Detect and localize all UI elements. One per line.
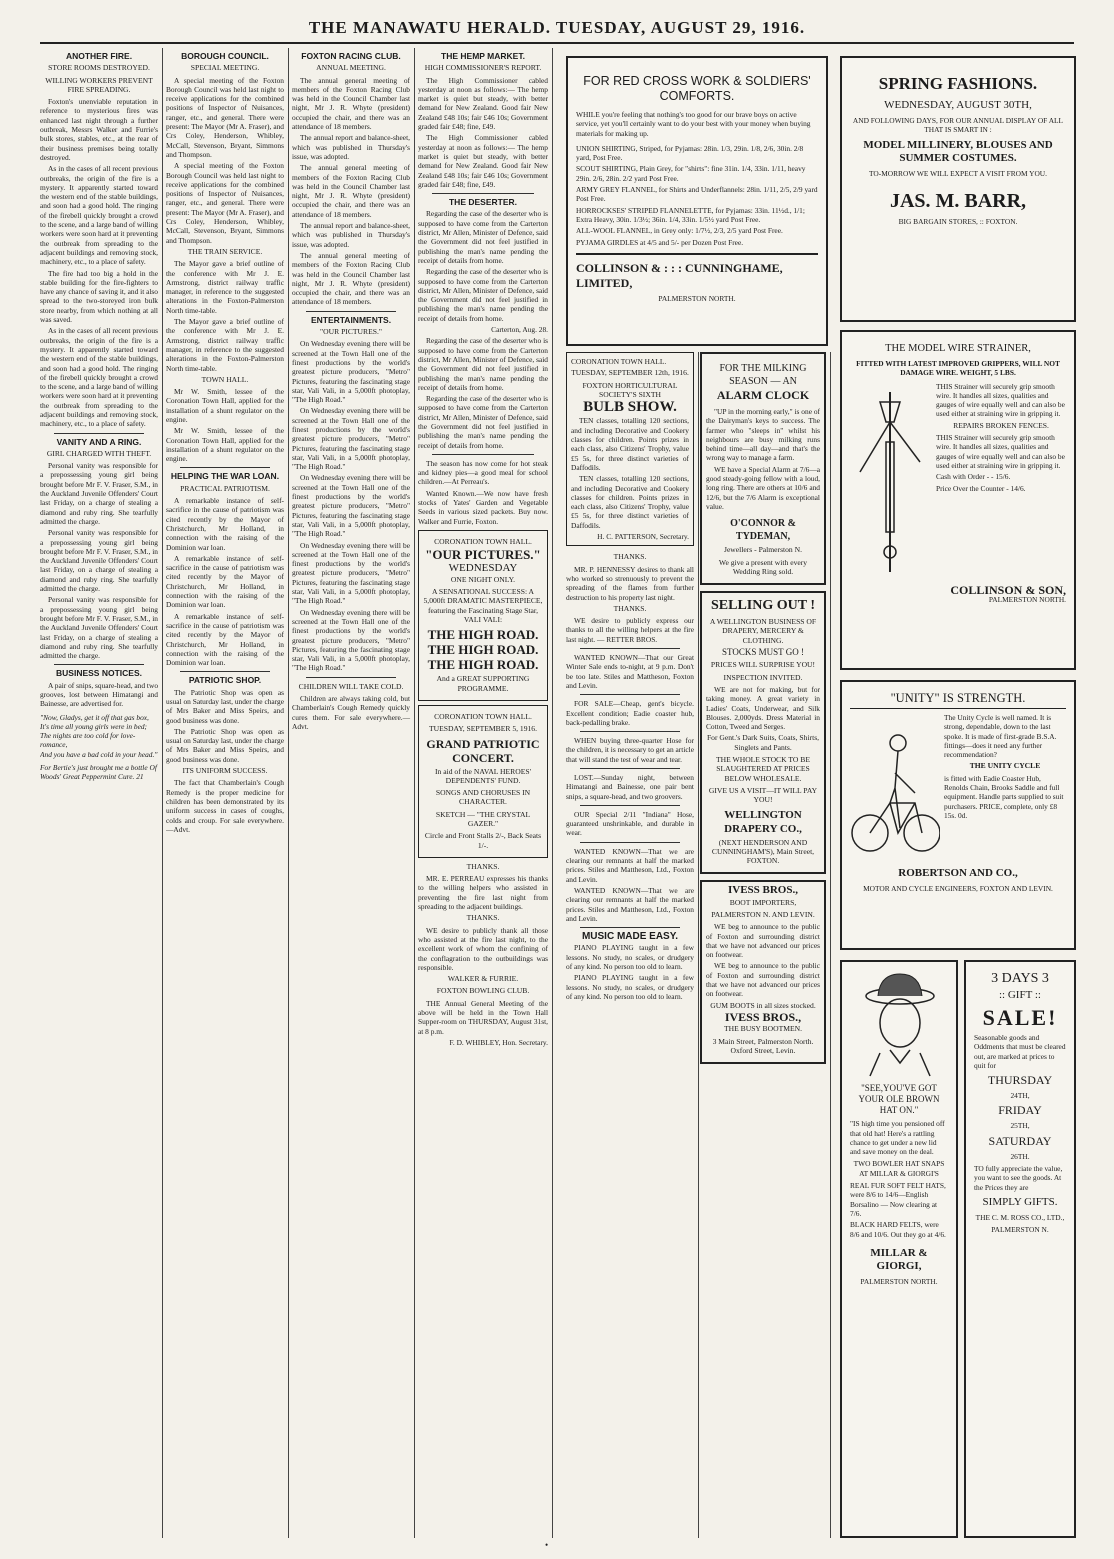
headline-entertainments: ENTERTAINMENTS. [310, 314, 392, 325]
ad-day: THURSDAY [987, 1073, 1053, 1088]
column-6 [700, 352, 831, 1538]
paragraph: WANTED KNOWN—That our Great Winter Sale ends to-night, at 9 p.m. Don't be too late. Stiles and Mattheson, Foxton and Levin. [566, 653, 694, 690]
ad-gift-sale [964, 960, 1076, 1538]
ad-title: BULB SHOW. [583, 399, 677, 416]
ad-line: 3 DAYS 3 [991, 971, 1049, 986]
verse-sign: For Bertie's just brought me a bottle Of Woods' Great Peppermint Cure. 21 [40, 763, 157, 782]
ad-line: SKETCH — "THE CRYSTAL GAZER." [435, 809, 531, 828]
headline-vanity: VANITY AND A RING. [56, 436, 142, 447]
divider [580, 842, 680, 843]
paragraph: A special meeting of the Foxton Borough Council was held last night to receive applications for the combined positions of Inspector of Nuisances, ranger, etc., and general. There were present: The Mayor (Mr A. Fraser), and Crs Coley, Henderson, Whibley, McCall, Stevenson, Bryant, Simmons and Thompson. [166, 75, 284, 159]
subhead: STORE ROOMS DESTROYED. [48, 63, 150, 73]
ad-line: MOTOR AND CYCLE ENGINEERS, FOXTON AND LEVIN. [863, 884, 1053, 893]
ad-line: GUM BOOTS in all sizes stocked. [710, 1000, 816, 1010]
ad-line: SIMPLY GIFTS. [982, 1195, 1058, 1208]
ad-line: A WELLINGTON BUSINESS OF DRAPERY, MERCERY & CLOTHING. [709, 617, 817, 645]
ad-line: :: GIFT :: [999, 989, 1041, 1001]
ad-line: AND FOLLOWING DAYS, FOR OUR ANNUAL DISPLAY OF ALL THAT IS SMART IN : [852, 116, 1064, 135]
paragraph: FOR SALE—Cheap, gent's bicycle. Excellent condition; Eadie coaster hub, back-pedalling brake. [566, 699, 694, 727]
paragraph: Personal vanity was responsible for a prepossessing young girl being brought before Mr F. V. Fraser, S.M., in the Auckland Juvenile Offenders' Court last Friday, on a charge of stealing a diamond and ruby ring. She tearfully admitted the charge. [40, 528, 158, 594]
paragraph: WE desire to publicly express our thanks to all the willing helpers at the fire last night. — RETTER BROS. [566, 616, 694, 644]
ad-title: SELLING OUT ! [711, 598, 815, 614]
ad-line: CORONATION TOWN HALL. [434, 711, 532, 721]
paragraph: The Patriotic Shop was open as usual on Saturday last, under the charge of Mrs Baker and Miss Speirs, and good business was done. [166, 687, 284, 725]
ad-ivess-bros [700, 880, 826, 1064]
ad-line: STOCKS MUST GO ! [722, 647, 804, 658]
paragraph: THIS Strainer will securely grip smooth wire. It handles all sizes, qualities and gauges of wire equally well and can also be used either at straining wire in gripping it. [936, 433, 1065, 470]
ad-place: PALMERSTON N. [991, 1225, 1049, 1235]
ad-title: SEASON — AN [729, 376, 797, 387]
ad-line: For Gent.'s Dark Suits, Coats, Shirts, Singlets and Pants. [706, 733, 820, 752]
paragraph: The Mayor gave a brief outline of the conference with Mr J. E. Armstrong, district railway traffic manager, in reference to the suggested alterations in the Foxton-Palmerston North time-table. [166, 317, 284, 373]
ad-line: PALMERSTON N. AND LEVIN. [711, 909, 815, 919]
headline-deserter: THE DESERTER. [448, 197, 517, 208]
ad-title: "OUR PICTURES." [425, 547, 541, 563]
ad-line: TUESDAY, SEPTEMBER 5, 1916. [428, 724, 538, 734]
ad-item: SCOUT SHIRTING, Plain Grey, for "shirts": fine 31in. 1/4, 33in. 1/11, heavy 29in. 2/6, 28in. 2/2 yard Post Free. [576, 164, 806, 183]
masthead-rule [40, 42, 1074, 44]
ad-title: "UNITY" IS STRENGTH. [850, 692, 1066, 709]
paragraph: THIS Strainer will securely grip smooth wire. It handles all sizes, qualities and gauges of wire equally well and can also be used either at straining wire in gripping it. [936, 381, 1065, 419]
headline-patriotic-shop: PATRIOTIC SHOP. [188, 675, 262, 686]
ad-our-pictures [418, 530, 548, 701]
ad-title: THE MODEL WIRE STRAINER, [885, 343, 1031, 354]
ad-line: CORONATION TOWN HALL. [434, 536, 532, 546]
paragraph: WE beg to announce to the public of Foxton and surrounding district that we have not advanced our prices on footwear. [706, 961, 820, 999]
divider [432, 454, 534, 455]
ad-line: WEDNESDAY, AUGUST 30TH, [884, 99, 1032, 111]
divider [580, 768, 680, 769]
divider [580, 648, 680, 649]
divider [580, 731, 680, 732]
column-4 [418, 48, 553, 1538]
paragraph: A remarkable instance of self-sacrifice in the cause of patriotism was cited recently by the Mayor of Christchurch, Mr Holland, in connection with the raising of the Dominion war loan. [166, 496, 284, 552]
paragraph: Personal vanity was responsible for a prepossessing young girl being brought before Mr F. V. Fraser, S.M., in the Auckland Juvenile Offenders' Court last Friday, on a charge of stealing a diamond and ruby ring. She tearfully admitted the charge. [40, 461, 158, 526]
ad-line: THE WHOLE STOCK TO BE SLAUGHTERED AT PRICES BELOW WHOLESALE. [716, 755, 810, 783]
ad-alarm-clock [700, 352, 826, 585]
subhead: CHILDREN WILL TAKE COLD. [298, 681, 404, 691]
ad-line: A SENSATIONAL SUCCESS: A 5,000ft DRAMATIC MASTERPIECE, featuring the Fascinating Stage Star, VALI VALI: [423, 587, 543, 625]
ad-item: ALL-WOOL FLANNEL, in Grey only: 1/7½, 2/3, 2/5 yard Post Free. [576, 226, 783, 236]
paragraph: LOST.—Sunday night, between Himatangi and Bainesse, one pair bent snips, a square-head, and two groovers. [566, 772, 694, 801]
ad-title: ALARM CLOCK [716, 388, 810, 402]
paragraph: "IS high time you pensioned off that old hat! Here's a rattling chance to get under a new lid and save money on the deal. [850, 1119, 945, 1157]
paragraph: As in the cases of all recent previous outbreaks, the origin of the fire is a mystery. It apparently started toward the western end of the stable buildings, and soon had a good hold. The ringing of the firebell quickly brought a crowd to the scene, and a large band of willing workers were soon hard at it preventing the outbreak from spreading to the adjacent buildings and removing stock, machinery, etc., to a place of safety. [40, 326, 158, 429]
paragraph: TO fully appreciate the value, you want to see the goods. At the Prices they are [974, 1164, 1063, 1192]
paragraph: MR. E. PERREAU expresses his thanks to the willing helpers who assisted in preventing the fire last night from spreading to the adjacent buildings. [418, 874, 548, 912]
subhead: ITS UNIFORM SUCCESS. [182, 766, 268, 776]
ad-spring-fashions [840, 56, 1076, 322]
paragraph: Wanted Known.—We now have fresh stocks of Yates' Garden and Vegetable Seeds in various sized packets. Buy now. Walker and Furrie, Foxton. [418, 488, 548, 526]
subhead: "OUR PICTURES." [320, 327, 382, 337]
paragraph: Mr W. Smith, lessee of the Coronation Town Hall, applied for the installation of a shunt regulator on the engine. [166, 426, 284, 464]
ad-item: ARMY GREY FLANNEL, for Shirts and Underflannels: 28in. 1/11, 2/5, 2/9 yard Post Free. [576, 185, 818, 204]
subhead: GIRL CHARGED WITH THEFT. [46, 448, 152, 458]
ad-concert [418, 705, 548, 858]
headline-borough-council: BOROUGH COUNCIL. [181, 51, 269, 61]
thanks-heading: THANKS. [466, 861, 500, 871]
divider [432, 193, 534, 194]
ad-firm: COLLINSON & SON, [950, 582, 1066, 597]
paragraph: BLACK HARD FELTS, were 8/6 and 10/6. Out they go at 4/6. [850, 1220, 946, 1239]
bicycle-illustration [850, 713, 940, 863]
ad-line: GIVE US A VISIT—IT WILL PAY YOU! [708, 785, 818, 805]
divider [54, 664, 144, 665]
paragraph: PIANO PLAYING taught in a few lessons. No study, no scales, or drudgery of any kind. No person too old to learn. [566, 943, 694, 972]
column-5 [566, 352, 699, 1538]
ad-line: In aid of the NAVAL HEROES' DEPENDENTS' FUND. [435, 766, 531, 785]
thanks-notices [418, 862, 548, 1047]
ad-title: SPRING FASHIONS. [878, 74, 1038, 93]
ad-line: SONGS AND CHORUSES IN CHARACTER. [435, 788, 531, 807]
paragraph: WANTED KNOWN—That we are clearing our remnants at half the marked prices. Stiles and Mattheson, Ltd., Foxton and Levin. [566, 885, 694, 923]
paragraph: A special meeting of the Foxton Borough Council was held last night to receive applications for the combined positions of Inspector of Nuisances, ranger, etc., and general. There were present: The Mayor (Mr A. Fraser), and Crs Coley, Henderson, Whibley, McCall, Stevenson, Bryant, Simmons and Thompson. [166, 161, 284, 245]
ad-firm: JAS. M. BARR, [889, 189, 1027, 212]
paragraph: The annual general meeting of members of the Foxton Racing Club was held in the Council Chamber last night, Mr J. R. Whyte (president) occupied the chair, and there was an attendance of 18 members. [292, 75, 410, 132]
ad-title: FOR THE MILKING [719, 363, 807, 374]
paragraph: Regarding the case of the deserter who is supposed to have come from the Carterton district, Mr Allen, Minister of Defence, said the Government did not feel justified in publishing the man's name pending the receipt of details from home. [418, 209, 548, 265]
ad-title: FOR RED CROSS WORK & SOLDIERS' COMFORTS. [583, 74, 811, 103]
divider [54, 433, 144, 434]
paragraph: TEN classes, totalling 120 sections, and including Decorative and Cookery classes for children. Points prizes in each class, also Citizens' Trophy, value £5 5s, for three distinct varieties of Daffodils. [571, 474, 689, 530]
paragraph: The annual report and balance-sheet, which was published in Thursday's issue, was adopted. [292, 133, 410, 161]
thanks-heading: THANKS. [466, 913, 500, 923]
ad-firm: WELLINGTON DRAPERY CO., [724, 808, 802, 835]
paragraph: The Patriotic Shop was open as usual on Saturday last, under the charge of Mrs Baker and Miss Speirs, and good business was done. [166, 726, 284, 764]
ad-place: PALMERSTON NORTH. [658, 293, 736, 303]
paragraph: WE have a Special Alarm at 7/6—a good steady-going fellow with a loud, long ring. There are others at 10/6 and 12/6, but the 7/6 Alarm is exceptional value. [706, 464, 820, 511]
paragraph: On Wednesday evening there will be screened at the Town Hall one of the finest productions by the world's greatest picture producers, "Metro" Pictures, featuring the fascinating stage star, Vali Vali, in a 5,000ft photoplay, "The High Road." [292, 473, 410, 539]
thanks-heading: FOXTON BOWLING CLUB. [436, 986, 530, 996]
ad-line: Circle and Front Stalls 2/-, Back Seats 1/-. [424, 831, 542, 850]
paragraph: THE Annual General Meeting of the above will be held in the Town Hall Supper-room on THURSDAY, August 31st, at 8 p.m. [418, 998, 548, 1036]
page-footer-mark: • [545, 1540, 549, 1550]
ad-red-cross [566, 56, 828, 346]
ad-title: GRAND PATRIOTIC CONCERT. [426, 736, 540, 765]
dateline: Carterton, Aug. 28. [491, 325, 548, 335]
paragraph: The season has now come for hot steak and kidney pies—a good meal for school children.—At Perreau's. [418, 458, 548, 487]
paragraph: Regarding the case of the deserter who is supposed to have come from the Carterton district, Mr Allen, Minister of Defence, said the Government did not feel justified in publishing the man's name pending the receipt of details from home. [418, 336, 548, 392]
ad-line: THE UNITY CYCLE [969, 761, 1041, 771]
divider [306, 311, 396, 312]
signature: H. C. PATTERSON, Secretary. [597, 532, 689, 542]
divider [580, 694, 680, 695]
ad-day: FRIDAY [998, 1103, 1042, 1118]
ad-firm: O'CONNOR & TYDEMAN, [730, 518, 796, 543]
ad-line: 3 Main Street, Palmerston North. Oxford Street, Levin. [712, 1036, 814, 1055]
ad-bulb-show [566, 352, 694, 546]
signature: WALKER & FURRIE. [447, 974, 519, 984]
paragraph: The Mayor gave a brief outline of the conference with Mr J. E. Armstrong, district railway traffic manager, in reference to the suggested alterations in the Foxton-Palmerston North time-table. [166, 259, 284, 315]
signature: F. D. WHIBLEY, Hon. Secretary. [449, 1037, 548, 1047]
subhead: ANNUAL MEETING. [316, 63, 386, 73]
column-1 [40, 48, 163, 1538]
paragraph: On Wednesday evening there will be screened at the Town Hall one of the finest productions by the world's greatest picture producers, "Metro" Pictures, featuring the fascinating stage star, Vali Vali, in a 5,000ft photoplay, "The High Road." [292, 406, 410, 472]
ad-firm: COLLINSON & : : : CUNNINGHAME, LIMITED, [576, 260, 783, 290]
paragraph: On Wednesday evening there will be screened at the Town Hall one of the finest productions by the world's greatest picture producers, "Metro" Pictures, featuring the fascinating stage star, Vali Vali, in a 5,000ft photoplay, "The High Road." [292, 339, 410, 405]
paragraph: Regarding the case of the deserter who is supposed to have come from the Carterton district, Mr Allen, Minister of Defence, said the Government did not feel justified in publishing the man's name pending the receipt of details from home. [418, 267, 548, 323]
headline-another-fire: ANOTHER FIRE. [65, 51, 133, 61]
ad-line: FOXTON HORTICULTURAL SOCIETY'S SIXTH [582, 380, 678, 399]
ad-line: BOOT IMPORTERS, [729, 897, 797, 907]
paragraph: The fire had too big a hold in the stable building for the fire-fighters to have any chance of saving it, and it also spread to the two-storeyed iron bulk store nearby, from which nothing at all was saved. [40, 268, 159, 325]
thanks-heading: THANKS. [613, 603, 647, 613]
ad-line: CORONATION TOWN HALL. [571, 357, 667, 366]
ad-day: SATURDAY [988, 1133, 1052, 1148]
paragraph: Regarding the case of the deserter who is supposed to have come from the Carterton district, Mr Allen, Minister of Defence, said the Government did not feel justified in publishing the man's name pending the receipt of details from home. [418, 394, 548, 450]
paragraph: The annual general meeting of members of the Foxton Racing Club was held in the Council Chamber last night, Mr J. R. Whyte (president) occupied the chair, and there was an attendance of 18 members. [292, 163, 410, 219]
ad-firm: MILLAR & GIORGI, [870, 1246, 928, 1272]
wire-strainer-illustration [850, 382, 930, 582]
ad-line: MODEL MILLINERY, BLOUSES AND SUMMER COSTUMES. [863, 138, 1053, 164]
paragraph: REAL FUR SOFT FELT HATS, were 8/6 to 14/6—English Borsalino — Now clearing at 7/6. [850, 1181, 946, 1218]
ad-selling-out [700, 591, 826, 874]
ad-unity-cycle [840, 680, 1076, 950]
ad-line: ONE NIGHT ONLY. [450, 574, 516, 584]
ad-place: PALMERSTON NORTH. [860, 1276, 938, 1286]
ad-item: UNION SHIRTING, Striped, for Pyjamas: 28in. 1/3, 29in. 1/8, 2/6, 30in. 2/8 yard, Post Free. [576, 143, 804, 163]
ad-line: INSPECTION INVITED. [723, 672, 803, 682]
divider [180, 467, 270, 468]
subhead: THE TRAIN SERVICE. [187, 246, 263, 256]
ad-line: FITTED WITH LATEST IMPROVED GRIPPERS, WILL NOT DAMAGE WIRE. WEIGHT, 5 LBS. [856, 359, 1060, 378]
paragraph: TEN classes, totalling 120 sections, and including Decorative and Cookery classes for children. Points prizes in each class, also Citizens' Trophy, value £5 5s, for three distinct varieties of Daffodils. [571, 416, 689, 472]
divider [306, 677, 396, 678]
paragraph: "UP in the morning early," is one of the Dairyman's keys to success. The farmer who "sleeps in" whilst his neighbours are busy milking runs behind time—all day—and that's the wrong way to manage a farm. [706, 407, 820, 463]
ad-line: TWO BOWLER HAT SNAPS AT MILLAR & GIORGI'S [853, 1159, 945, 1178]
ad-firm: ROBERTSON AND CO., [898, 867, 1018, 879]
paragraph: On Wednesday evening there will be screened at the Town Hall one of the finest productions by the world's greatest picture producers, "Metro" Pictures, featuring the fascinating stage star, Vali Vali, in a 5,000ft photoplay, "The High Road." [292, 607, 410, 673]
film-title: THE HIGH ROAD. [427, 627, 539, 643]
paragraph: Personal vanity was responsible for a prepossessing young girl being brought before Mr F. V. Fraser, S.M., in the Auckland Juvenile Offenders' Court last Friday, on a charge of stealing a diamond and ruby ring. She tearfully admitted the charge. [40, 595, 158, 661]
film-title: THE HIGH ROAD. [427, 642, 539, 658]
paragraph: WE are not for making, but for taking money. A great variety in Ladies' Coats, Underwear, and Silk Blouses. 2,000yds. Dress Material in Cotton, Tweed and Serges. [706, 684, 820, 732]
divider [580, 805, 680, 806]
column-3 [292, 48, 415, 1538]
ad-line: THE BUSY BOOTMEN. [724, 1024, 802, 1034]
ad-item: HORROCKSES' STRIPED FLANNELETTE, for Pyjamas: 33in. 11½d., 1/1; Extra Heavy, 30in. 1/3½; 36in. 1/4, 33in. 1/5½ yard Post Free. [576, 205, 805, 224]
ad-firm: IVESS BROS., [724, 1009, 802, 1024]
ad-caption: "SEE,YOU'VE GOT YOUR OLE BROWN HAT ON." [858, 1083, 940, 1116]
paragraph: On Wednesday evening there will be screened at the Town Hall one of the finest productions by the world's greatest picture producers, "Metro" Pictures, featuring the fascinating stage star, Vali Vali, in a 5,000ft photoplay, "The High Road." [292, 540, 410, 606]
paragraph: PIANO PLAYING taught in a few lessons. No study, no scales, or drudgery of any kind. No person too old to learn. [566, 973, 694, 1001]
paragraph: Seasonable goods and Oddments that must be cleared out, are marked at prices to quit for [974, 1033, 1066, 1070]
ad-line: We give a present with every Wedding Ring sold. [718, 557, 808, 576]
ad-line: Jewellers - Palmerston N. [723, 545, 803, 555]
ad-line: BIG BARGAIN STORES, :: FOXTON. [898, 216, 1018, 226]
headline-racing-club: FOXTON RACING CLUB. [301, 51, 401, 61]
headline-business-notices: BUSINESS NOTICES. [56, 668, 142, 679]
film-title: THE HIGH ROAD. [427, 657, 539, 673]
paragraph: WHEN buying three-quarter Hose for the children, it is necessary to get an article that will stand the test of wear and tear. [566, 736, 694, 764]
paragraph: The fact that Chamberlain's Cough Remedy is the proper medicine for children has been demonstrated by its uniform success in cases of coughs, colds and croup. For sale everywhere.—Advt. [166, 778, 284, 834]
ad-price: Cash with Order - - 15/6. [936, 472, 1011, 482]
paragraph: The annual general meeting of members of the Foxton Racing Club was held in the Council Chamber last night, Mr J. R. Whyte (president) occupied the chair, and there was an attendance of 18 members. [292, 250, 410, 307]
divider [180, 671, 270, 672]
paragraph: WE desire to publicly thank all those who assisted at the fire last night, to the excellent work of whom the confining of the conflagration to the outbuildings was responsible. [418, 925, 548, 972]
paragraph: The Unity Cycle is well named. It is strong, dependable, down to the last spoke. It is made of first-grade B.S.A. fittings—does it need any further recommendation? [944, 713, 1057, 760]
paragraph: WE beg to announce to the public of Foxton and surrounding district that we have not advanced our prices on footwear. [706, 922, 820, 960]
ad-day: WEDNESDAY [448, 561, 518, 574]
ad-place: PALMERSTON NORTH. [988, 594, 1066, 604]
headline-hemp-market: THE HEMP MARKET. [441, 51, 525, 61]
ad-line: PRICES WILL SURPRISE YOU! [710, 660, 816, 670]
subhead: HIGH COMMISSIONER'S REPORT. [424, 63, 542, 73]
ad-title: SALE! [982, 1005, 1058, 1030]
paragraph: OUR Special 2/11 "Indiana" Hose, guaranteed unshrinkable, and durable in wear. [566, 809, 694, 838]
ad-line: (NEXT HENDERSON AND CUNNINGHAM'S), Main Street, FOXTON. [711, 837, 815, 866]
paragraph: is fitted with Eadie Coaster Hub, Renolds Chain, Brooks Saddle and full equipment. Handle parts supplied to suit purchasers. PRICE, complete, only £8 15s. 0d. [944, 773, 1064, 820]
ad-line: REPAIRS BROKEN FENCES. [953, 420, 1049, 430]
paragraph: Foxton's unenviable reputation in reference to mysterious fires was enhanced last night through a further outbreak, Messrs Walker and Furrie's bulk stores, stables, etc., at the rear of their business premises being totally destroyed. [40, 97, 158, 162]
ad-wire-strainer [840, 330, 1076, 670]
paragraph: As in the cases of all recent previous outbreaks, the origin of the fire is a mystery. It apparently started toward the western end of the stable buildings, and soon had a good hold. The ringing of the firebell quickly brought a crowd to the scene, and a large band of willing workers were soon hard at it preventing the outbreak from spreading to the adjacent buildings and removing stock, machinery, etc., to a place of safety. [40, 164, 158, 267]
subhead: SPECIAL MEETING. [190, 63, 260, 73]
headline-war-loan: HELPING THE WAR LOAN. [170, 471, 280, 482]
ad-millar-giorgi [840, 960, 958, 1538]
subhead: TOWN HALL. [201, 374, 249, 384]
ad-line: 26TH. [1010, 1151, 1030, 1161]
paragraph: Children are always taking cold, but Chamberlain's Cough Remedy quickly cures them. For sale everywhere.—Advt. [292, 694, 410, 731]
paragraph: A pair of snips, square-head, and two grooves, lost between Himatangi and Bainesse, are advertised for. [40, 680, 159, 709]
column-2 [166, 48, 289, 1538]
ad-price: Price Over the Counter - 14/6. [936, 483, 1026, 493]
paragraph: The High Commissioner cabled yesterday at noon as follows:— The hemp market is quiet but steady, with better demand for New Zealand. Good fair New Zealand £48 10s; fair £46 10s; Government graded fair £48; fine, £49. [418, 133, 548, 189]
ad-item: PYJAMA GIRDLES at 4/5 and 5/- per Dozen Post Free. [576, 237, 744, 247]
subhead: WILLING WORKERS PREVENT FIRE SPREADING. [45, 75, 153, 94]
paragraph: Mr W. Smith, lessee of the Coronation Town Hall, applied for the installation of a shunt regulator on the engine. [166, 387, 284, 424]
ad-line: And a GREAT SUPPORTING PROGRAMME. [436, 674, 530, 693]
divider [580, 927, 680, 928]
ad-title: MUSIC MADE EASY. [581, 931, 679, 943]
paragraph: The High Commissioner cabled yesterday at noon as follows:— The hemp market is quiet but steady, with better demand for New Zealand. Good fair New Zealand £48 10s; fair £46 10s; Government graded fair £48; fine, £49. [418, 75, 548, 132]
paragraph: The annual report and balance-sheet, which was published in Thursday's issue, was adopted. [292, 221, 410, 249]
ad-line: TO-MORROW WE WILL EXPECT A VISIT FROM YOU. [869, 168, 1047, 178]
subhead: PRACTICAL PATRIOTISM. [180, 483, 270, 493]
paragraph: MR. P. HENNESSY desires to thank all who worked so strenuously to prevent the spreading of the flames from further destruction to his property last night. [566, 564, 694, 602]
ad-line: TUESDAY, SEPTEMBER 12th, 1916. [571, 368, 689, 378]
thanks-heading: THANKS. [613, 552, 647, 562]
verse: "Now, Gladys, get it off that gas box, It's time all young girls were in bed; The nights are too cold for love-romance, And you have a bad cold in your head." [40, 712, 158, 759]
ad-line: 24TH, [1010, 1091, 1030, 1101]
masthead: THE MANAWATU HERALD. TUESDAY, AUGUST 29, 1916. [308, 18, 806, 37]
ad-title: IVESS BROS., [727, 884, 798, 897]
man-in-hat-illustration [850, 968, 950, 1078]
paragraph: WANTED KNOWN—That we are clearing our remnants at half the marked prices. Stiles and Mattheson, Ltd., Foxton and Levin. [566, 846, 694, 884]
ad-intro: WHILE you're feeling that nothing's too good for our brave boys on active service, yet you'll certainly want to do your best with your money when buying materials for making up. [576, 110, 811, 138]
paragraph: A remarkable instance of self-sacrifice in the cause of patriotism was cited recently by the Mayor of Christchurch, Mr Holland, in connection with the raising of the Dominion war loan. [166, 611, 284, 668]
paragraph: A remarkable instance of self-sacrifice in the cause of patriotism was cited recently by the Mayor of Christchurch, Mr Holland, in connection with the raising of the Dominion war loan. [166, 553, 284, 610]
ad-line: 25TH, [1010, 1121, 1030, 1131]
ad-firm: THE C. M. ROSS CO., LTD., [975, 1212, 1065, 1222]
